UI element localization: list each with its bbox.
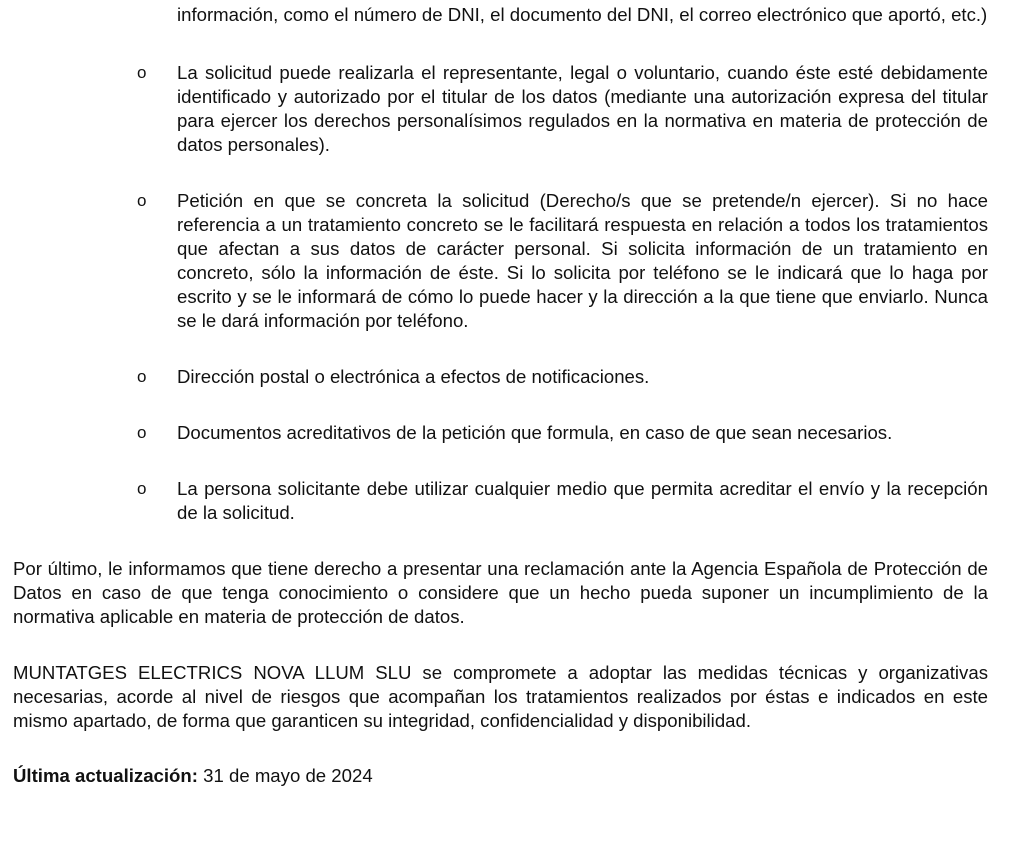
list-item — [13, 365, 988, 389]
continued-list-item-text: información, como el número de DNI, el documento del DNI, el correo electrónico que aportó, etc.) — [177, 4, 988, 25]
document-page — [13, 3, 988, 788]
list-item — [13, 189, 988, 333]
list-item-text: Documentos acreditativos de la petición que formula, en caso de que sean necesarios. — [177, 422, 893, 443]
list-item — [13, 421, 988, 445]
list-item-text: La persona solicitante debe utilizar cualquier medio que permita acreditar el envío y la recepción de la solicitud. — [177, 478, 988, 523]
list-item-text: Petición en que se concreta la solicitud (Derecho/s que se pretende/n ejercer). Si no hace referencia a un tratamiento concreto se le facilitará respuesta en relación a todos los tratamientos que afectan a sus datos de carácter personal. Si solicita información de un tratamiento en concreto, sólo la información de éste. Si lo solicita por teléfono se le indicará que lo haga por escrito y se le informará de cómo lo puede hacer y la dirección a la que tiene que enviarlo. Nunca se le dará información por teléfono. — [177, 190, 988, 331]
last-update-label: Última actualización: — [13, 765, 198, 786]
hollow-bullet-icon: o — [137, 367, 147, 386]
complaint-rights-paragraph: Por último, le informamos que tiene derecho a presentar una reclamación ante la Agencia Española de Protección de Datos en caso de que tenga conocimiento o considere que un hecho pueda suponer un incumplimiento de la normativa aplicable en materia de protección de datos. — [13, 558, 988, 627]
list-item — [13, 61, 988, 157]
list-item — [13, 477, 988, 525]
list-item-text: Dirección postal o electrónica a efectos de notificaciones. — [177, 366, 650, 387]
requirements-list — [13, 61, 988, 525]
security-commitment-paragraph: MUNTATGES ELECTRICS NOVA LLUM SLU se compromete a adoptar las medidas técnicas y organizativas necesarias, acorde al nivel de riesgos que acompañan los tratamientos realizados por éstas e indicados en este mismo apartado, de forma que garanticen su integridad, confidencialidad y disponibilidad. — [13, 662, 988, 731]
hollow-bullet-icon: o — [137, 191, 147, 210]
last-update-line — [13, 764, 988, 788]
hollow-bullet-icon: o — [137, 63, 147, 82]
last-update-date: 31 de mayo de 2024 — [203, 765, 373, 786]
hollow-bullet-icon: o — [137, 479, 147, 498]
list-item-text: La solicitud puede realizarla el representante, legal o voluntario, cuando éste esté debidamente identificado y autorizado por el titular de los datos (mediante una autorización expresa del titular para ejercer los derechos personalísimos regulados en la normativa en materia de protección de datos personales). — [177, 62, 988, 155]
hollow-bullet-icon: o — [137, 423, 147, 442]
